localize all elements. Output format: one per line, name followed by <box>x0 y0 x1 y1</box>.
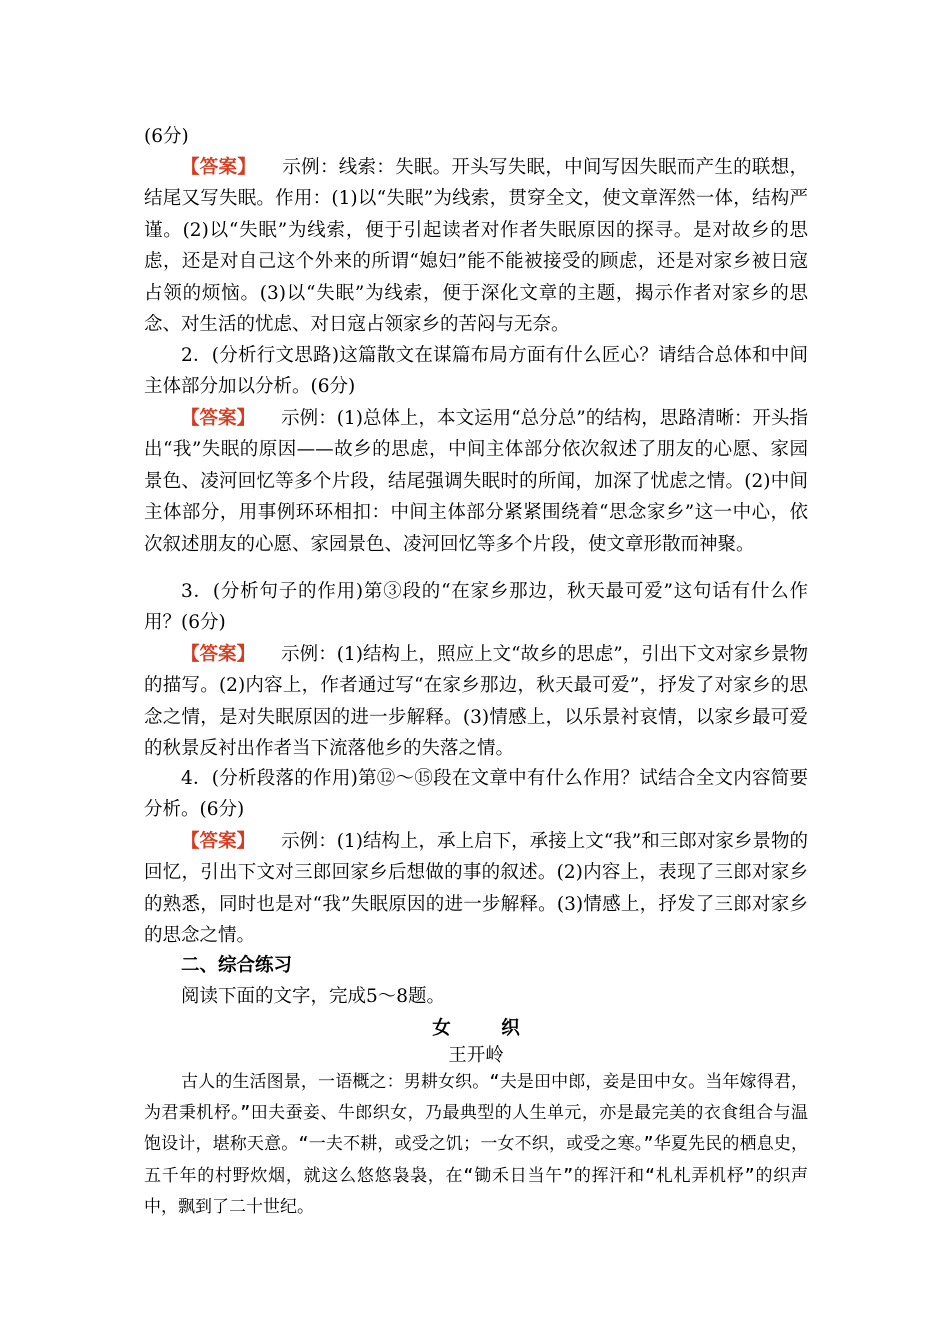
question-1-score: (6分) <box>144 126 189 147</box>
section-instruction: 阅读下面的文字，完成5～8题。 <box>181 986 446 1007</box>
question-4: 4．(分析段落的作用)第⑫～⑮段在文章中有什么作用？试结合全文内容简要分析。(6分) <box>144 768 808 821</box>
answer-3 <box>144 639 808 765</box>
essay-paragraph: 古人的生活图景，一语概之：男耕女织。“夫是田中郎，妾是田中女。当年嫁得君，为君秉机杼。”田夫蚕妾、牛郎织女，乃最典型的人生单元，亦是最完美的衣食组合与温饱设计，堪称天意。“一夫不耕，或受之饥；一女不织，或受之寒。”华夏先民的栖息史，五千年的村野炊烟，就这么悠悠袅袅，在“锄禾日当午”的挥汗和“札札弄机杼”的织声中，飘到了二十世纪。 <box>144 1072 808 1217</box>
answer-3-text: 示例：(1)结构上，照应上文“故乡的思虑”，引出下文对家乡景物的描写。(2)内容上，作者通过写“在家乡那边，秋天最可爱”，抒发了对家乡的思念之情，是对失眠原因的进一步解释。(3)情感上，以乐景衬哀情，以家乡最可爱的秋景反衬出作者当下流落他乡的失落之情。 <box>144 644 808 760</box>
essay-author: 王开岭 <box>448 1045 504 1066</box>
question-3: 3．(分析句子的作用)第③段的“在家乡那边，秋天最可爱”这句话有什么作用？(6分) <box>144 581 808 634</box>
answer-1-text: 示例：线索：失眠。开头写失眠，中间写因失眠而产生的联想，结尾又写失眠。作用：(1)以“失眠”为线索，贯穿全文，使文章浑然一体，结构严谨。(2)以“失眠”为线索，便于引起读者对作者失眠原因的探寻。是对故乡的思虑，还是对自己这个外来的所谓“媳妇”能不能被接受的顾虑，还是对家乡被日寇占领的烦恼。(3)以“失眠”为线索，便于深化文章的主题，揭示作者对家乡的思念、对生活的忧虑、对日寇占领家乡的苦闷与无奈。 <box>144 157 808 336</box>
answer-tag: 【答案】 <box>181 408 256 429</box>
answer-tag: 【答案】 <box>181 644 256 665</box>
answer-2 <box>144 403 808 560</box>
answer-tag: 【答案】 <box>181 831 256 852</box>
answer-2-text: 示例：(1)总体上，本文运用“总分总”的结构，思路清晰：开头指出“我”失眠的原因——故乡的思虑，中间主体部分依次叙述了朋友的心愿、家园景色、凌河回忆等多个片段，结尾强调失眠时的所闻，加深了忧虑之情。(2)中间主体部分，用事例环环相扣：中间主体部分紧紧围绕着“思念家乡”这一中心，依次叙述朋友的心愿、家园景色、凌河回忆等多个片段，使文章形散而神聚。 <box>144 408 808 555</box>
essay-title: 女 织 <box>432 1018 536 1039</box>
answer-tag: 【答案】 <box>181 157 257 178</box>
section-title: 二、综合练习 <box>181 955 293 976</box>
question-2: 2．(分析行文思路)这篇散文在谋篇布局方面有什么匠心？请结合总体和中间主体部分加以分析。(6分) <box>144 345 808 398</box>
answer-4-text: 示例：(1)结构上，承上启下，承接上文“我”和三郎对家乡景物的回忆，引出下文对三郎回家乡后想做的事的叙述。(2)内容上，表现了三郎对家乡的熟悉，同时也是对“我”失眠原因的进一步解释。(3)情感上，抒发了三郎对家乡的思念之情。 <box>144 831 808 947</box>
answer-4 <box>144 826 808 952</box>
answer-1 <box>144 152 808 340</box>
